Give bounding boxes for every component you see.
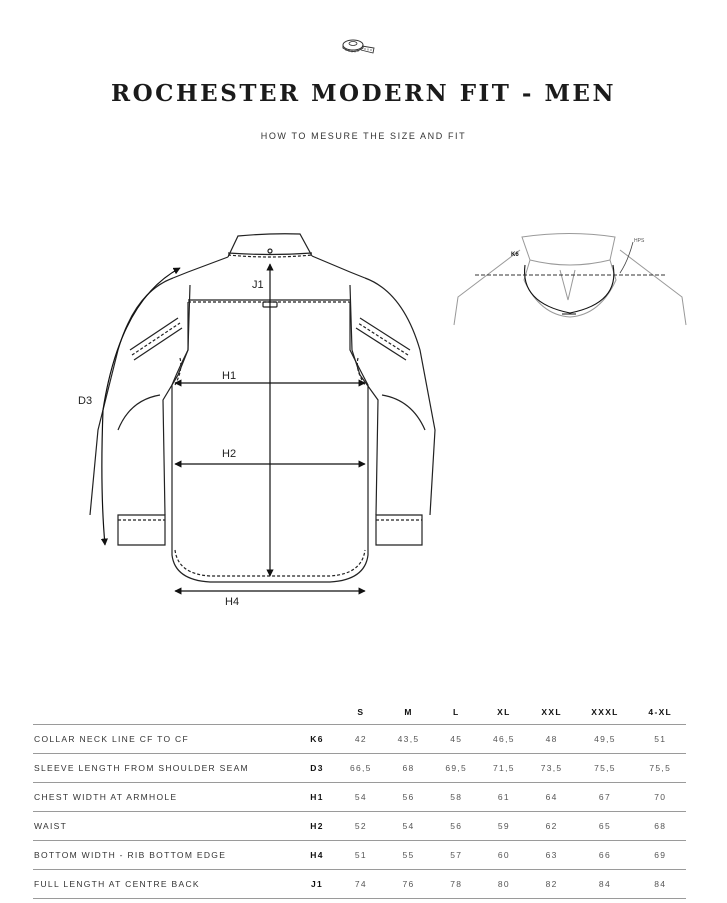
cell-value: 61: [480, 783, 528, 812]
cell-value: 57: [432, 841, 480, 870]
cell-value: 80: [480, 870, 528, 899]
row-code: H4: [297, 841, 337, 870]
size-header: 4-XL: [648, 707, 673, 717]
cell-value: 70: [634, 783, 686, 812]
table-row: [33, 754, 686, 783]
cell-value: 46,5: [480, 725, 528, 754]
cell-value: 48: [528, 725, 576, 754]
dim-label-h4: H4: [225, 596, 240, 608]
row-label: WAIST: [33, 812, 297, 841]
cell-value: 75,5: [634, 754, 686, 783]
cell-value: 60: [480, 841, 528, 870]
cell-value: 56: [385, 783, 433, 812]
cell-value: 59: [480, 812, 528, 841]
table-row: [33, 725, 686, 754]
cell-value: 67: [575, 783, 634, 812]
cell-value: 43,5: [385, 725, 433, 754]
collar-label-hps: HPS: [634, 238, 645, 244]
dim-label-h2: H2: [222, 448, 237, 460]
size-header: XL: [497, 707, 511, 717]
row-label: SLEEVE LENGTH FROM SHOULDER SEAM: [33, 754, 297, 783]
table-header-row: [33, 700, 686, 725]
table-row: [33, 841, 686, 870]
table-header-blank: [33, 700, 297, 725]
measuring-tape-icon: [340, 36, 378, 56]
cell-value: 84: [634, 870, 686, 899]
cell-value: 63: [528, 841, 576, 870]
table-header-code: [297, 700, 337, 725]
cell-value: 64: [528, 783, 576, 812]
cell-value: 45: [432, 725, 480, 754]
table-row: [33, 812, 686, 841]
size-header: XXL: [541, 707, 562, 717]
cell-value: 51: [634, 725, 686, 754]
dim-label-j1: J1: [252, 279, 264, 291]
row-label: FULL LENGTH AT CENTRE BACK: [33, 870, 297, 899]
cell-value: 58: [432, 783, 480, 812]
cell-value: 78: [432, 870, 480, 899]
table-row: [33, 783, 686, 812]
row-code: H2: [297, 812, 337, 841]
cell-value: 69: [634, 841, 686, 870]
size-header: S: [357, 707, 365, 717]
row-label: COLLAR NECK LINE CF TO CF: [33, 725, 297, 754]
row-code: K6: [297, 725, 337, 754]
cell-value: 49,5: [575, 725, 634, 754]
page-title: ROCHESTER MODERN FIT - MEN: [111, 80, 616, 107]
cell-value: 76: [385, 870, 433, 899]
cell-value: 66: [575, 841, 634, 870]
collar-label-k6: K6: [511, 252, 519, 258]
dim-label-d3: D3: [78, 395, 93, 407]
cell-value: 65: [575, 812, 634, 841]
size-header: L: [452, 707, 460, 717]
cell-value: 55: [385, 841, 433, 870]
cell-value: 52: [337, 812, 385, 841]
cell-value: 74: [337, 870, 385, 899]
cell-value: 51: [337, 841, 385, 870]
cell-value: 66,5: [337, 754, 385, 783]
cell-value: 73,5: [528, 754, 576, 783]
row-label: CHEST WIDTH AT ARMHOLE: [33, 783, 297, 812]
cell-value: 42: [337, 725, 385, 754]
cell-value: 54: [385, 812, 433, 841]
cell-value: 62: [528, 812, 576, 841]
collar-diagram: [450, 225, 690, 335]
cell-value: 75,5: [575, 754, 634, 783]
cell-value: 82: [528, 870, 576, 899]
cell-value: 54: [337, 783, 385, 812]
cell-value: 56: [432, 812, 480, 841]
cell-value: 68: [634, 812, 686, 841]
size-header: M: [404, 707, 413, 717]
row-code: H1: [297, 783, 337, 812]
dim-label-h1: H1: [222, 370, 237, 382]
page-subtitle: HOW TO MESURE THE SIZE AND FIT: [260, 131, 467, 141]
shirt-back-diagram: [60, 220, 440, 620]
cell-value: 84: [575, 870, 634, 899]
row-code: J1: [297, 870, 337, 899]
row-code: D3: [297, 754, 337, 783]
table-row: [33, 870, 686, 899]
cell-value: 68: [385, 754, 433, 783]
cell-value: 71,5: [480, 754, 528, 783]
row-label: BOTTOM WIDTH - RIB BOTTOM EDGE: [33, 841, 297, 870]
cell-value: 69,5: [432, 754, 480, 783]
size-chart-table: [33, 700, 686, 899]
size-header: XXXL: [591, 707, 619, 717]
